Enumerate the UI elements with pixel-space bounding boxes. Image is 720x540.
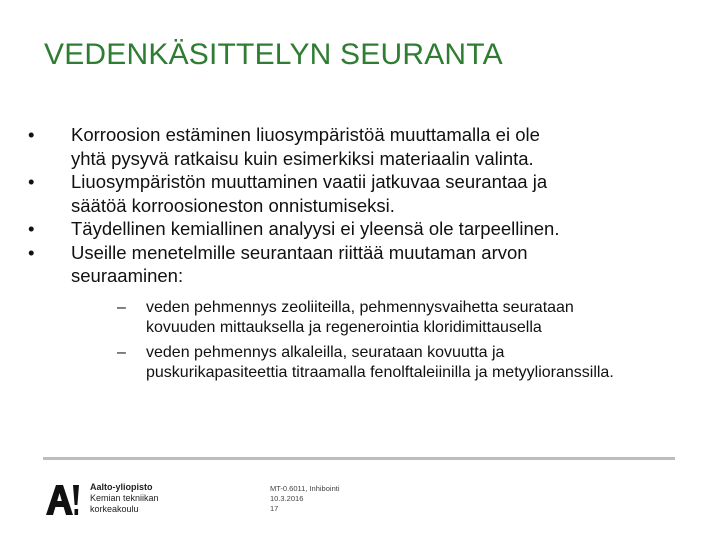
dash-icon: – [117,298,126,316]
bullet-line: seuraaminen: [71,265,184,286]
bullet-icon: • [28,171,35,192]
bullet-item [28,217,688,241]
aalto-logo-mark-icon [44,482,80,518]
bullet-line: Täydellinen kemiallinen analyysi ei yleensä ole tarpeellinen. [71,218,560,239]
bullet-icon: • [28,218,35,239]
bullet-line: säätöä korroosioneston onnistumiseksi. [71,194,395,216]
page-number: 17 [270,504,279,513]
sub-bullet-line: kovuuden mittauksella ja regenerointia kloridimittausella [146,318,542,336]
logo-text [90,482,159,515]
bullet-item [28,123,688,170]
dash-icon: – [117,343,126,361]
sub-bullet-line: veden pehmennys zeoliiteilla, pehmennysvaihetta seurataan [146,298,574,316]
logo-university: Aalto-yliopisto [90,482,153,492]
slide-title: VEDENKÄSITTELYN SEURANTA [44,38,503,71]
bullet-line: Liuosympäristön muuttaminen vaatii jatkuvaa seurantaa ja [71,171,548,192]
slide-date: 10.3.2016 [270,494,304,503]
logo-school-line1: Kemian tekniikan [90,493,159,503]
sub-bullet-line: puskurikapasiteettia titraamalla fenolftaleiinilla ja metyylioranssilla. [146,363,614,381]
sub-bullet-line: veden pehmennys alkaleilla, seurataan kovuutta ja [146,343,505,361]
bullet-item [28,241,688,383]
bullet-line: Useille menetelmille seurantaan riittää muutaman arvon [71,241,528,263]
course-code: MT-0.6011, Inhibointi [270,484,340,493]
bullet-item [28,170,688,217]
logo-school-line2: korkeakoulu [90,504,139,514]
footer-divider [43,457,675,460]
sub-bullet-item [71,343,688,383]
aalto-logo [44,482,174,518]
bullet-line: yhtä pysyvä ratkaisu kuin esimerkiksi materiaalin valinta. [71,147,534,169]
bullet-line: Korroosion estäminen liuosympäristöä muuttamalla ei ole [71,124,540,145]
sub-bullet-list [71,298,688,383]
bullet-icon: • [28,241,35,263]
footer-meta [270,484,340,514]
sub-bullet-item [71,298,688,338]
bullet-icon: • [28,124,35,145]
bullet-list [28,123,688,388]
